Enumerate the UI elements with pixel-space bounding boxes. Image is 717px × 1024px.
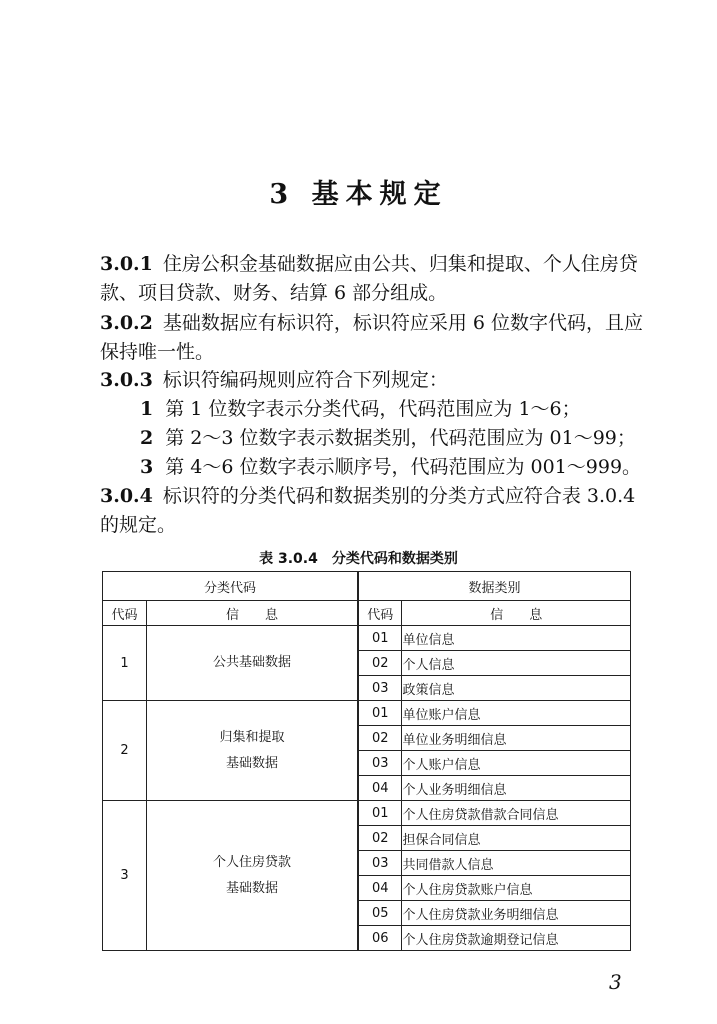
rule-item-1 [140, 395, 581, 424]
row-info: 担保合同信息 [402, 826, 631, 851]
row-code: 06 [358, 926, 402, 951]
item-text: 第 2～3 位数字表示数据类别，代码范围应为 01～99； [165, 427, 636, 449]
group-code: 3 [103, 801, 147, 951]
row-code: 01 [358, 701, 402, 726]
row-info: 政策信息 [402, 676, 631, 701]
rule-item-3 [140, 453, 641, 482]
group-info: 归集和提取 基础数据 [146, 701, 358, 801]
table-row [103, 626, 631, 651]
clause-3-0-2 [100, 309, 645, 367]
subheader-code: 代码 [103, 601, 147, 626]
row-code: 03 [358, 751, 402, 776]
clause-3-0-1 [100, 250, 645, 308]
row-code: 04 [358, 776, 402, 801]
group-info: 公共基础数据 [146, 626, 358, 701]
item-number: 2 [140, 427, 154, 449]
clause-text: 基础数据应有标识符，标识符应采用 6 位数字代码，且应保持唯一性。 [100, 312, 644, 363]
row-code: 03 [358, 676, 402, 701]
row-code: 03 [358, 851, 402, 876]
table-subheader-row [103, 601, 631, 626]
header-classification-code: 分类代码 [103, 572, 359, 601]
rule-item-2 [140, 424, 636, 453]
row-info: 单位业务明细信息 [402, 726, 631, 751]
clause-number: 3.0.1 [100, 253, 153, 275]
row-info: 个人住房贷款业务明细信息 [402, 901, 631, 926]
clause-number: 3.0.3 [100, 369, 153, 391]
row-code: 01 [358, 801, 402, 826]
clause-number: 3.0.2 [100, 312, 153, 334]
row-info: 个人住房贷款逾期登记信息 [402, 926, 631, 951]
subheader-code: 代码 [358, 601, 402, 626]
table-caption: 表 3.0.4 分类代码和数据类别 [259, 551, 458, 567]
clause-3-0-3 [100, 366, 645, 395]
classification-table [102, 571, 631, 951]
group-code: 1 [103, 626, 147, 701]
row-info: 个人业务明细信息 [402, 776, 631, 801]
row-info: 单位账户信息 [402, 701, 631, 726]
row-info: 个人住房贷款借款合同信息 [402, 801, 631, 826]
group-code: 2 [103, 701, 147, 801]
row-code: 01 [358, 626, 402, 651]
clause-text: 标识符的分类代码和数据类别的分类方式应符合表 3.0.4 的规定。 [100, 485, 636, 536]
row-info: 个人住房贷款账户信息 [402, 876, 631, 901]
table-row [103, 801, 631, 826]
row-info: 个人信息 [402, 651, 631, 676]
subheader-info: 信 息 [146, 601, 358, 626]
row-code: 02 [358, 651, 402, 676]
clause-text: 住房公积金基础数据应由公共、归集和提取、个人住房贷款、项目贷款、财务、结算 6 部分组成。 [100, 253, 638, 304]
page-number: 3 [609, 970, 622, 994]
row-code: 02 [358, 826, 402, 851]
group-info: 个人住房贷款 基础数据 [146, 801, 358, 951]
subheader-info: 信 息 [402, 601, 631, 626]
item-text: 第 1 位数字表示分类代码，代码范围应为 1～6； [165, 398, 581, 420]
chapter-title: 3 基本规定 [269, 179, 448, 210]
item-number: 1 [140, 398, 154, 420]
clause-text: 标识符编码规则应符合下列规定： [162, 369, 448, 391]
clause-3-0-4 [100, 482, 645, 540]
row-info: 共同借款人信息 [402, 851, 631, 876]
item-number: 3 [140, 456, 154, 478]
row-code: 02 [358, 726, 402, 751]
header-data-category: 数据类别 [358, 572, 631, 601]
row-info: 个人账户信息 [402, 751, 631, 776]
row-info: 单位信息 [402, 626, 631, 651]
table-row [103, 701, 631, 726]
clause-number: 3.0.4 [100, 485, 153, 507]
row-code: 04 [358, 876, 402, 901]
table-header-row [103, 572, 631, 601]
item-text: 第 4～6 位数字表示顺序号，代码范围应为 001～999。 [165, 456, 642, 478]
row-code: 05 [358, 901, 402, 926]
